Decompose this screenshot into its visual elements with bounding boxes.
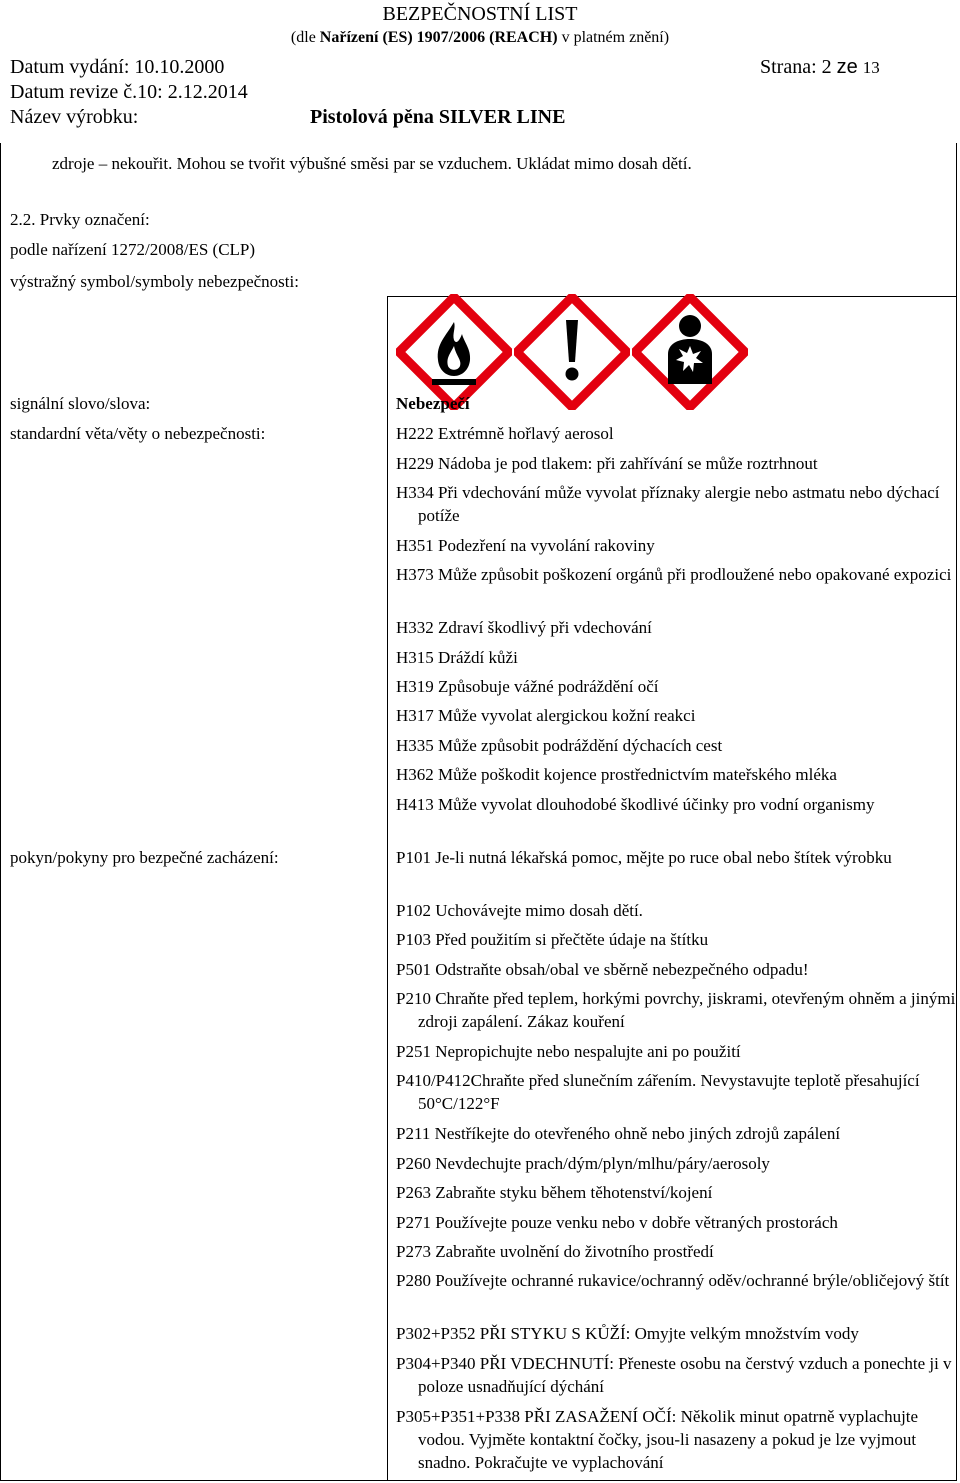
page-total: 13 — [862, 58, 880, 77]
column-divider — [387, 296, 388, 1481]
precautionary-statement: P263 Zabraňte styku během těhotenství/kojení — [396, 1183, 713, 1202]
precautionary-statement: P271 Používejte pouze venku nebo v dobře větraných prostorách — [396, 1213, 838, 1232]
precautionary-statement: P101 Je-li nutná lékařská pomoc, mějte po ruce obal nebo štítek výrobku — [396, 848, 892, 867]
page-label: Strana: 2 — [760, 56, 832, 78]
revision-date: Datum revize č.10: 2.12.2014 — [10, 81, 248, 103]
product-name: Pistolová pěna SILVER LINE — [310, 106, 566, 128]
hazard-statement: H315 Dráždí kůži — [396, 648, 518, 667]
precautionary-statement: P210 Chraňte před teplem, horkými povrchy, jiskrami, otevřeným ohněm a jinými zdroji zapálení. Zákaz kouření — [396, 989, 956, 1031]
hazard-statement: H362 Může poškodit kojence prostřednictvím mateřského mléka — [396, 765, 837, 784]
hazard-statement: H317 Může vyvolat alergickou kožní reakci — [396, 706, 696, 725]
hazard-statements-label: standardní věta/věty o nebezpečnosti: — [10, 424, 266, 443]
pictogram-label: výstražný symbol/symboly nebezpečnosti: — [10, 272, 299, 291]
hazard-statement: H229 Nádoba je pod tlakem: při zahřívání se může roztrhnout — [396, 454, 818, 473]
signal-word: Nebezpečí — [396, 394, 470, 413]
regulation-line: podle nařízení 1272/2008/ES (CLP) — [10, 240, 256, 259]
precautionary-statement: P501 Odstraňte obsah/obal ve sběrně nebezpečného odpadu! — [396, 960, 809, 979]
subtitle-suffix: v platném znění) — [557, 29, 670, 46]
precautionary-statement: P211 Nestříkejte do otevřeného ohně nebo jiných zdrojů zapálení — [396, 1124, 841, 1143]
precautionary-statement: P251 Nepropichujte nebo nespalujte ani po použití — [396, 1042, 741, 1061]
page-of: ze — [836, 56, 858, 78]
precautionary-statement: P410/P412Chraňte před slunečním zářením. Nevystavujte teplotě přesahující 50°C/122°F — [396, 1071, 920, 1113]
hazard-statement: H351 Podezření na vyvolání rakoviny — [396, 536, 655, 555]
section-number: 2.2. — [10, 210, 36, 229]
precautionary-statements-label: pokyn/pokyny pro bezpečné zacházení: — [10, 848, 279, 867]
health-hazard-pictogram-icon — [632, 294, 748, 410]
precautionary-statement: P273 Zabraňte uvolnění do životního prostředí — [396, 1242, 714, 1261]
hazard-statement: H335 Může způsobit podráždění dýchacích cest — [396, 736, 723, 755]
exclamation-pictogram-icon — [514, 294, 630, 410]
hazard-statement: H222 Extrémně hořlavý aerosol — [396, 424, 614, 443]
precautionary-statement: P103 Před použitím si přečtěte údaje na štítku — [396, 930, 709, 949]
precautionary-statement: P280 Používejte ochranné rukavice/ochranný oděv/ochranné brýle/obličejový štít — [396, 1271, 950, 1290]
page-number — [760, 55, 880, 80]
subtitle-regulation: Nařízení (ES) 1907/2006 (REACH) — [319, 29, 558, 46]
precautionary-statement: P102 Uchovávejte mimo dosah dětí. — [396, 901, 643, 920]
regulation-subtitle — [0, 28, 960, 48]
precautionary-statement: P302+P352 PŘI STYKU S KŮŽÍ: Omyjte velkým množstvím vody — [396, 1324, 859, 1343]
hazard-statement: H413 Může vyvolat dlouhodobé škodlivé účinky pro vodní organismy — [396, 795, 875, 814]
issue-date: Datum vydání: 10.10.2000 — [10, 56, 225, 78]
signal-word-label: signální slovo/slova: — [10, 394, 151, 413]
subtitle-prefix: (dle — [290, 29, 320, 46]
precautionary-statement: P305+P351+P338 PŘI ZASAŽENÍ OČÍ: Několik minut opatrně vyplachujte vodou. Vyjměte kontaktní čočky, jsou-li nasazeny a pokud je lze vyjmout snadno. Pokračujte ve vyplachování — [396, 1407, 919, 1472]
product-label: Název výrobku: — [10, 106, 139, 128]
hazard-statement: H319 Způsobuje vážné podráždění očí — [396, 677, 659, 696]
hazard-statement: H373 Může způsobit poškození orgánů při prodloužené nebo opakované expozici — [396, 565, 952, 584]
precautionary-statement: P304+P340 PŘI VDECHNUTÍ: Přeneste osobu na čerstvý vzduch a ponechte ji v poloze usnadňující dýchání — [396, 1354, 952, 1396]
precautionary-statement: P260 Nevdechujte prach/dým/plyn/mlhu/páry/aerosoly — [396, 1154, 770, 1173]
intro-text: zdroje – nekouřit. Mohou se tvořit výbušné směsi par se vzduchem. Ukládat mimo dosah dětí. — [52, 154, 692, 173]
hazard-statement: H334 Při vdechování může vyvolat příznaky alergie nebo astmatu nebo dýchací potíže — [396, 483, 940, 525]
section-title: Prvky označení: — [39, 210, 150, 229]
hazard-statement: H332 Zdraví škodlivý při vdechování — [396, 618, 652, 637]
document-title: BEZPEČNOSTNÍ LIST — [382, 3, 578, 25]
section-heading — [10, 208, 150, 231]
